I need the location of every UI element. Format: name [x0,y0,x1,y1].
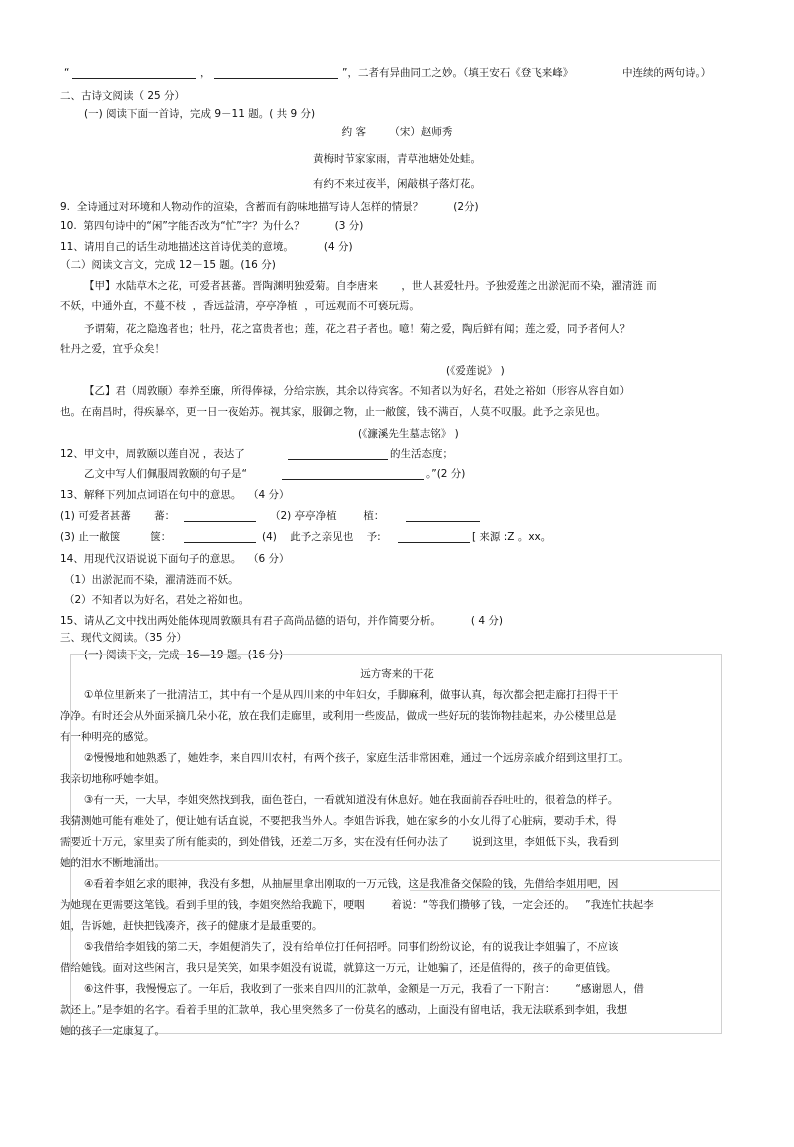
poem-line-1: 黄梅时节家家雨，青草池塘处处蛙。 [313,153,481,165]
answer-blank-13-2[interactable] [406,510,480,522]
passage-p3-line-1: ③有一天，一大早，李姐突然找到我，面色苍白，一看就知道没有休息好。她在我面前吞吞吐吐的，很着急的样子。 [84,794,619,806]
passage-divider [70,860,720,861]
question-12-a: 12、甲文中，周敦颐以莲自况 ，表达了 [60,448,245,460]
passage-p2-line-1: ②慢慢地和她熟悉了，她姓李，来自四川农村，有两个孩子，家庭生活非常困难，通过一个远房亲戚介绍到这里打工。 [84,752,629,764]
question-9: 9. 全诗通过对环境和人物动作的渲染，含蓄而有韵味地描写诗人怎样的情景？ (2分) [60,201,479,213]
answer-blank-1[interactable] [72,67,196,79]
passage-p6-line-2: 款还上。”是李姐的名字。看着手里的汇款单，我心里突然多了一份莫名的感动，上面没有留电话，我无法联系到李姐，我想 [60,1004,628,1016]
passage-p1-line-2: 净净。有时还会从外面采摘几朵小花，放在我们走廊里，或利用一些废品，做成一些好玩的装饰物挂起来，办公楼里总是 [60,710,617,722]
answer-blank-13-3[interactable] [184,531,256,543]
passage-p5-line-2: 借给她钱。面对这些闲言，我只是笑笑，如果李姐没有说谎，就算这一万元，让她骗了，还是值得的，孩子的命更值钱。 [60,962,617,974]
question-13-2: （2) 亭亭净植 植： [270,510,385,522]
passage-p4-line-1: ④看着李姐乞求的眼神，我没有多想，从抽屉里拿出刚取的一万元钱，这是我准备交保险的钱，先借给李姐用吧，因 [84,878,619,890]
question-14-1: （1）出淤泥而不染，濯清涟而不妖。 [64,574,239,586]
fill-in-comma: ， [200,67,211,79]
question-13-4: (4) 此予之亲见也 予: [262,531,381,543]
text-jia-line-2: 不妖，中通外直，不蔓不枝 ，香远益清，亭亭净植 ，可远观而不可亵玩焉。 [60,300,420,312]
question-12-b-end: 。”(2 分) [426,468,466,480]
text-yi-line-1: 【乙】君（周敦颐）奉养至廉，所得俸禄，分给宗族，其余以待宾客。不知者以为好名，君处之裕如（形容从容自如） [84,385,630,397]
passage-p6-line-1: ⑥这件事，我慢慢忘了。一年后，我收到了一张来自四川的汇款单，金额是一万元，我看了一下附言： “感谢恩人，借 [84,983,644,995]
question-14-2: （2）不知者以为好名，君处之裕如也。 [64,594,250,606]
answer-blank-13-4[interactable] [398,531,470,543]
passage-p3-line-3: 需要近十万元，家里卖了所有能卖的，到处借钱，还差二万多，实在没有任何办法了 说到这里，李姐低下头，我看到 [60,836,619,848]
text-yi-line-2: 也。在南昌时，得疾暴卒，更一日一夜始苏。视其家，服御之物，止一敝箧，钱不满百，人莫不叹服。此予之亲见也。 [60,406,606,418]
source-muzhiming: (《濂溪先生墓志铭》 ) [358,428,459,440]
passage-p4-line-3: 姐，告诉她，赶快把钱凑齐，孩子的健康才是最重要的。 [60,920,323,932]
question-12-a-end: 的生活态度； [390,448,453,460]
question-12-b: 乙文中写人们佩服周敦颐的句子是“ [84,468,247,480]
fill-in-instruction: ”，二者有异曲同工之妙。（填王安石《登飞来峰》 [342,67,574,79]
passage-title: 远方寄来的干花 [360,668,434,680]
source-watermark-text: [ 来源 :Z 。xx。 [472,531,552,543]
answer-blank-2[interactable] [214,67,338,79]
answer-blank-12a[interactable] [288,448,388,460]
passage-p1-line-3: 有一种明亮的感觉。 [60,731,155,743]
passage-p3-line-2: 我猜测她可能有难处了，便让她有话直说，不要把我当外人。李姐告诉我，她在家乡的小女儿得了心脏病，要动手术，得 [60,815,617,827]
subsection-poem: (一) 阅读下面一首诗，完成 9－11 题。( 共 9 分) [84,108,316,120]
passage-p5-line-1: ⑤我借给李姐钱的第二天，李姐便消失了，没有给单位打任何招呼。同事们纷纷议论，有的说我让李姐骗了，不应该 [84,941,619,953]
fill-in-quote-open: “ [64,67,70,79]
poem-title: 约 客 （宋）赵师秀 [341,126,453,138]
passage-p1-line-1: ①单位里新来了一批清洁工，其中有一个是从四川来的中年妇女，手脚麻利，做事认真，每次都会把走廊打扫得干干 [84,689,619,701]
question-14: 14、用现代汉语说说下面句子的意思。 （6 分） [60,553,290,565]
question-13: 13、解释下列加点词语在句中的意思。 （4 分） [60,489,290,501]
passage-p3-line-4: 她的泪水不断地涌出。 [60,857,165,869]
question-13-1: (1) 可爱者甚蕃 蕃： [60,510,176,522]
question-15: 15、请从乙文中找出两处能体现周敦颐具有君子高尚品德的语句，并作简要分析。 ( 4 分) [60,615,503,627]
section-title-classical: 二、古诗文阅读（ 25 分） [60,90,186,102]
text-jia-line-1: 【甲】水陆草木之花，可爱者甚蕃。晋陶渊明独爱菊。自李唐来 ，世人甚爱牡丹。予独爱莲之出淤泥而不染，濯清涟 而 [84,280,657,292]
answer-blank-12b[interactable] [282,468,424,480]
source-ailianshuo: (《爱莲说》 ) [446,365,505,377]
passage-p4-line-2: 为她现在更需要这笔钱。看到手里的钱，李姐突然给我跪下，哽咽 着说：“等我们攒够了钱，一定会还的。 ”我连忙扶起李 [60,899,654,911]
passage-p6-line-3: 她的孩子一定康复了。 [60,1025,165,1037]
subsection-modern-prose: (一) 阅读下文，完成 16—19 题。(16 分) [84,649,284,661]
question-13-3: (3) 止一敝箧 箧： [60,531,172,543]
question-11: 11、请用自己的话生动地描述这首诗优美的意境。 (4 分) [60,241,353,253]
poem-line-2: 有约不来过夜半，闲敲棋子落灯花。 [313,178,481,190]
answer-blank-13-1[interactable] [184,510,256,522]
passage-p2-line-2: 我亲切地称呼她李姐。 [60,773,165,785]
text-jia-line-3: 予谓菊，花之隐逸者也；牡丹，花之富贵者也；莲，花之君子者也。噫！菊之爱，陶后鲜有闻；莲之爱，同予者何人？ [84,323,630,335]
fill-in-instruction-end: 中连续的两句诗。） [622,67,712,79]
text-jia-line-4: 牡丹之爱，宜乎众矣！ [60,343,165,355]
question-10: 10. 第四句诗中的“闲”字能否改为“忙”字？为什么？ (3 分) [60,220,364,232]
section-title-modern: 三、现代文阅读。（35 分） [60,632,187,644]
subsection-classical-prose: （二）阅读文言文，完成 12－15 题。(16 分) [60,259,276,271]
